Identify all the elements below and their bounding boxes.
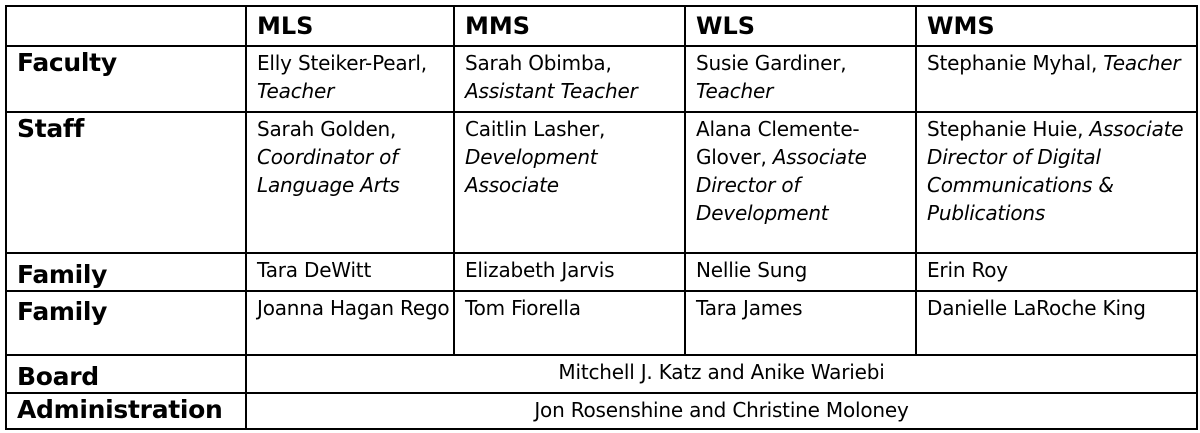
table-cell (916, 46, 1197, 112)
row-header-board: Board (6, 355, 246, 393)
member-role: Associate Director of Digital Communications & Publications (927, 117, 1184, 225)
table-cell: Tara James (685, 291, 916, 355)
table-row-faculty (6, 46, 1197, 112)
corner-cell (6, 6, 246, 46)
table-cell (685, 46, 916, 112)
table-cell (246, 112, 454, 253)
header-row (6, 6, 1197, 46)
table-row-staff (6, 112, 1197, 253)
member-role: Teacher (1103, 51, 1181, 75)
row-header-family: Family (6, 253, 246, 291)
table-cell (246, 46, 454, 112)
column-header-wls: WLS (685, 6, 916, 46)
table-cell: Erin Roy (916, 253, 1197, 291)
member-name: Elly Steiker-Pearl, (257, 51, 427, 75)
member-name: Stephanie Huie, (927, 117, 1090, 141)
member-role: Assistant Teacher (465, 79, 638, 103)
table-row-family (6, 291, 1197, 355)
member-role: Associate Director of Development (696, 145, 867, 225)
member-name: Alana Clemente-Glover, (696, 117, 860, 169)
table-row-board (6, 355, 1197, 393)
table-cell: Nellie Sung (685, 253, 916, 291)
table-row-administration (6, 393, 1197, 429)
member-role: Teacher (696, 79, 774, 103)
row-header-administration: Administration (6, 393, 246, 429)
member-role: Development Associate (465, 145, 598, 197)
table-cell (454, 112, 685, 253)
table-cell: Tom Fiorella (454, 291, 685, 355)
member-name: Stephanie Myhal, (927, 51, 1104, 75)
table-row-family (6, 253, 1197, 291)
column-header-mms: MMS (454, 6, 685, 46)
member-role: Coordinator of Language Arts (257, 145, 400, 197)
member-role: Teacher (257, 79, 335, 103)
row-header-family: Family (6, 291, 246, 355)
column-header-mls: MLS (246, 6, 454, 46)
row-header-faculty: Faculty (6, 46, 246, 112)
row-header-staff: Staff (6, 112, 246, 253)
table-cell: Danielle LaRoche King (916, 291, 1197, 355)
board-members-cell: Mitchell J. Katz and Anike Wariebi (246, 355, 1197, 393)
table-cell (454, 46, 685, 112)
member-name: Sarah Golden, (257, 117, 397, 141)
committee-table (5, 5, 1198, 430)
table-cell: Tara DeWitt (246, 253, 454, 291)
member-name: Susie Gardiner, (696, 51, 847, 75)
member-name: Caitlin Lasher, (465, 117, 606, 141)
table-cell: Elizabeth Jarvis (454, 253, 685, 291)
member-name: Sarah Obimba, (465, 51, 612, 75)
column-header-wms: WMS (916, 6, 1197, 46)
administration-members-cell: Jon Rosenshine and Christine Moloney (246, 393, 1197, 429)
table-cell: Joanna Hagan Rego (246, 291, 454, 355)
table-cell (685, 112, 916, 253)
table-cell (916, 112, 1197, 253)
